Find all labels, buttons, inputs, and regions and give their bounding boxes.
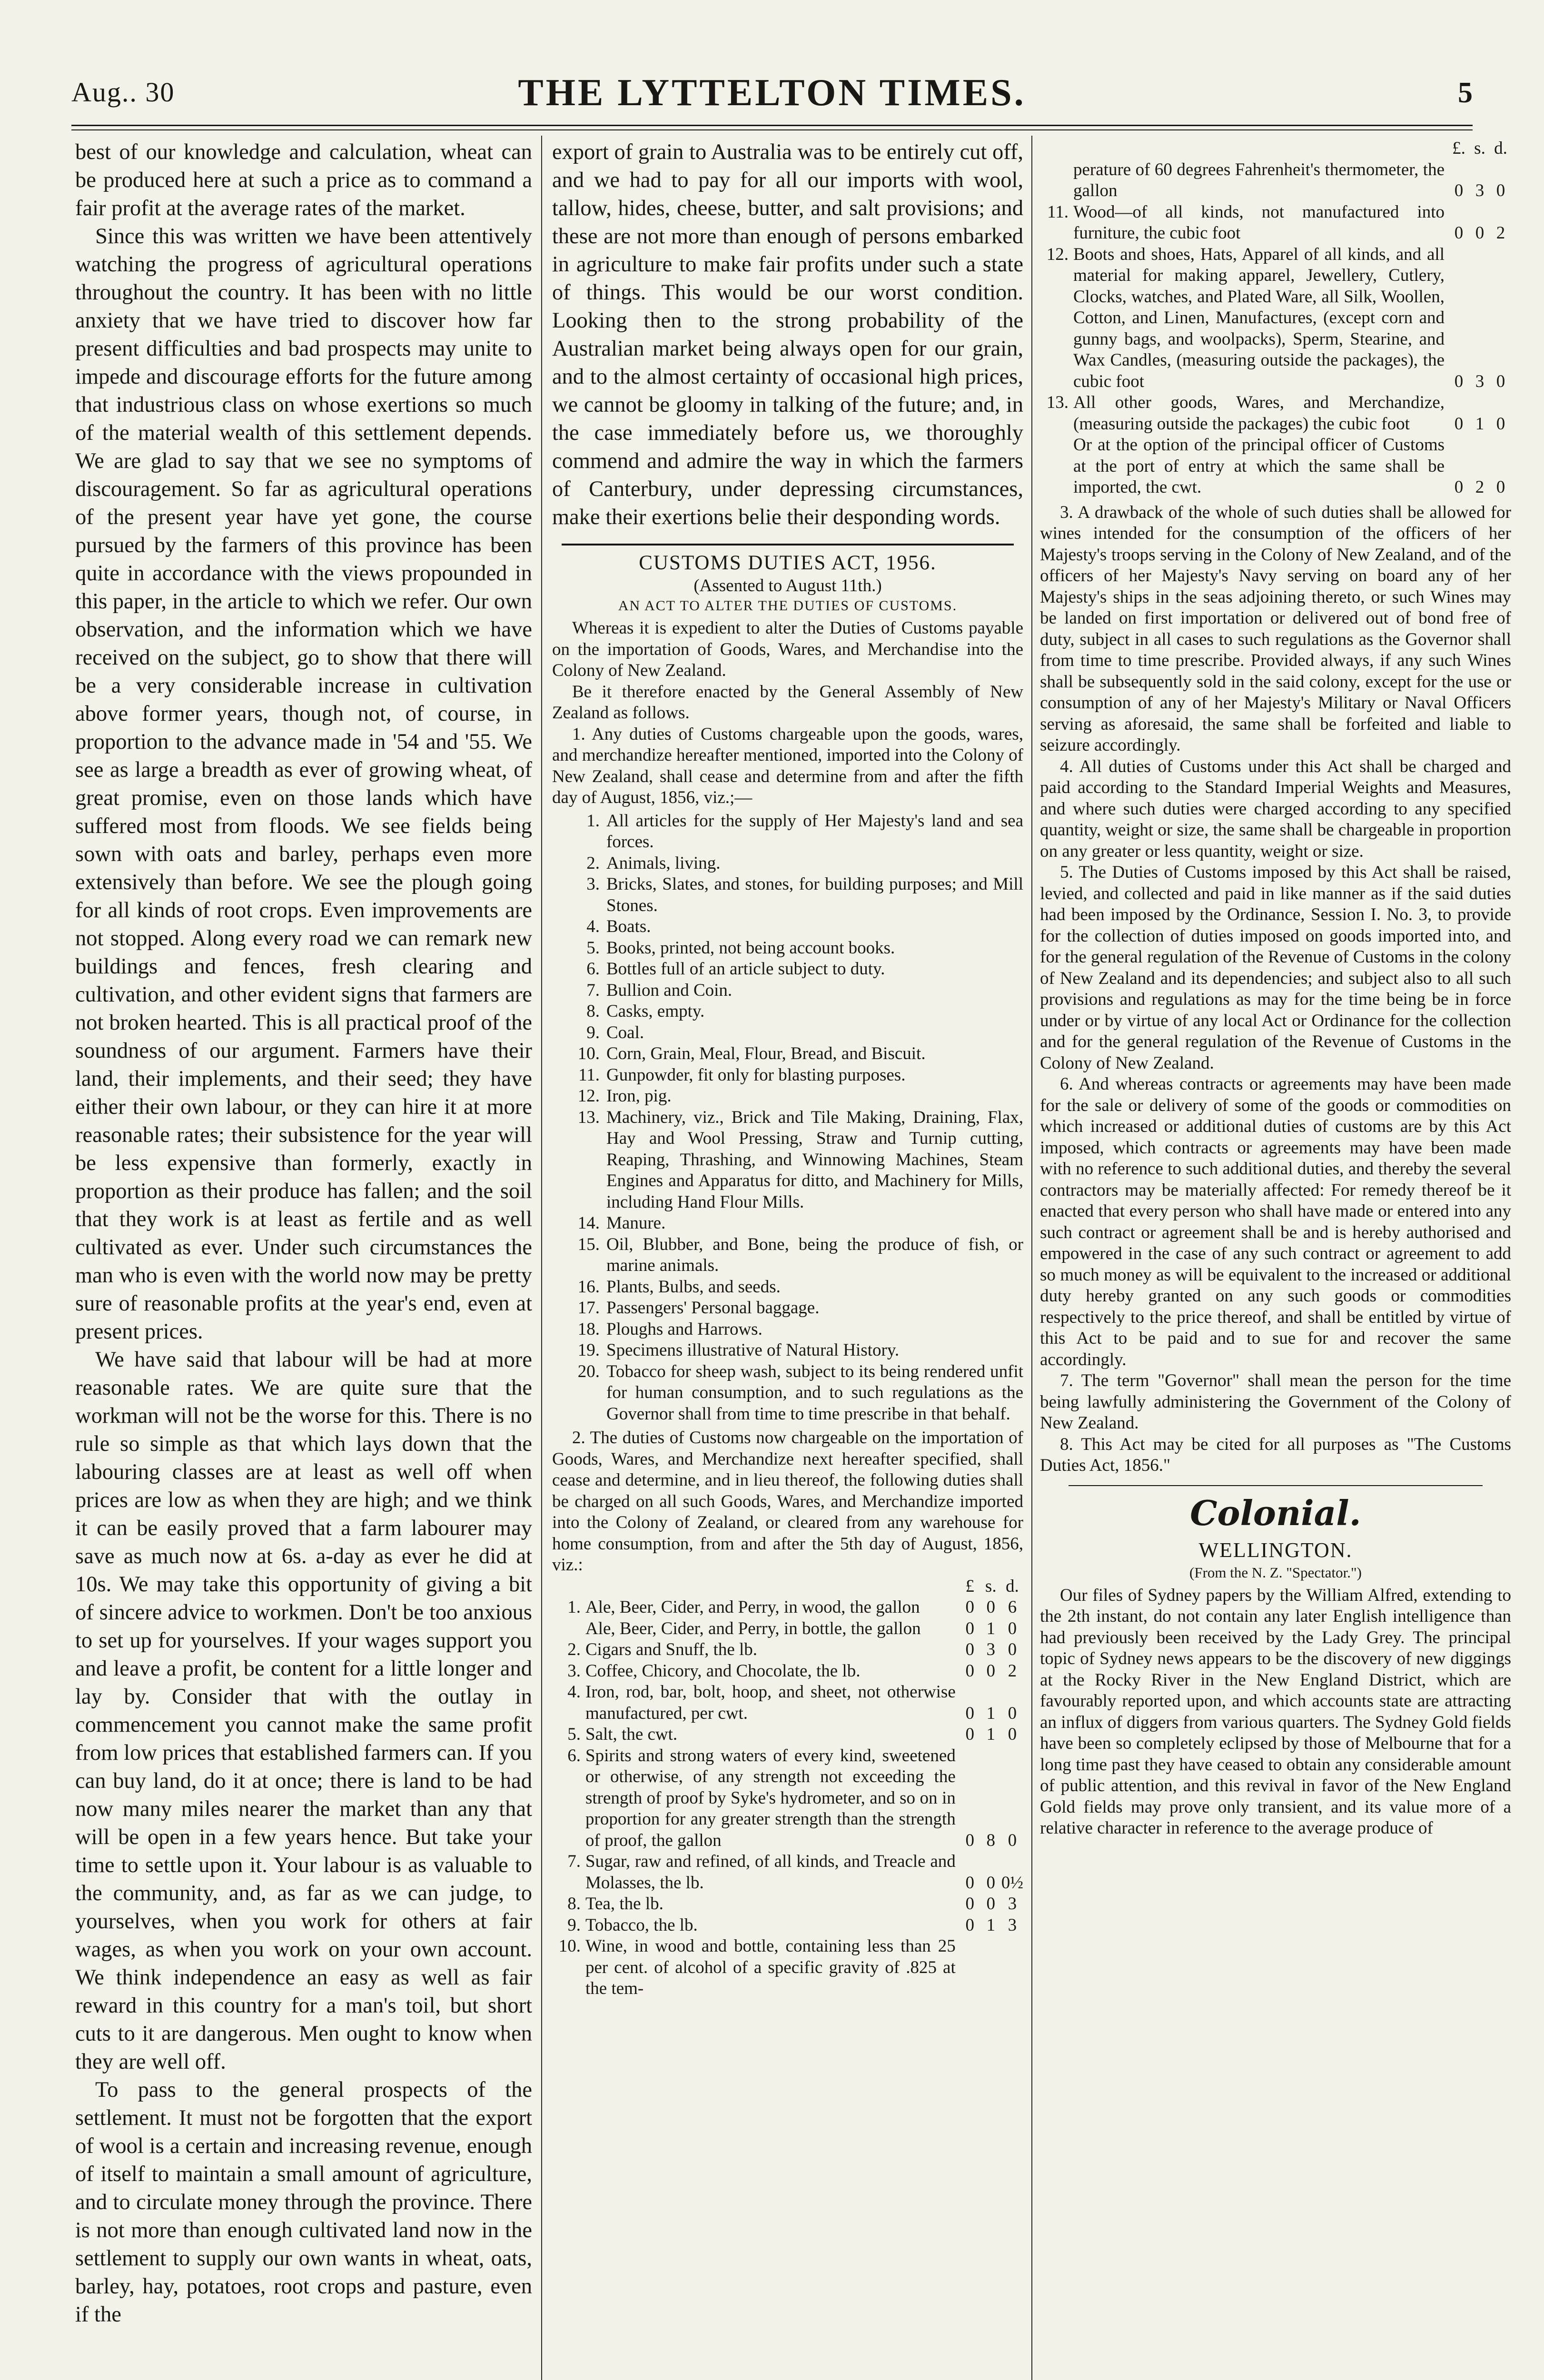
masthead-rule xyxy=(71,125,1473,130)
duty-free-item xyxy=(552,1213,1023,1234)
duty-pounds: 0 xyxy=(965,1830,974,1850)
item-number: 16. xyxy=(577,1277,600,1297)
duty-shillings: 1 xyxy=(986,1725,995,1744)
duty-row xyxy=(1040,392,1511,435)
act-section-1: 1. Any duties of Customs chargeable upon the goods, wares, and merchandize hereafter mentioned, imported into the Colony of New Zealand, shall cease and determine from and after the fifth day of August, 1856, viz.;— xyxy=(552,724,1023,807)
duty-description: Ale, Beer, Cider, and Perry, in bottle, the gallon xyxy=(585,1618,921,1638)
duty-free-item xyxy=(552,1361,1023,1425)
item-text: Oil, Blubber, and Bone, being the produce of fish, or marine animals. xyxy=(606,1234,1023,1275)
duty-description: Tea, the lb. xyxy=(585,1894,663,1914)
item-text: Manure. xyxy=(606,1213,666,1233)
duty-pence: 0 xyxy=(1008,1830,1017,1850)
duty-pence: 3 xyxy=(1008,1915,1017,1935)
duty-free-item xyxy=(552,1022,1023,1044)
duty-free-item xyxy=(552,853,1023,874)
duty-row xyxy=(1040,202,1511,244)
article-paragraph: best of our knowledge and calculation, wheat can be produced here at such a price as to command a fair profit at the average rates of the market. xyxy=(75,140,532,220)
item-text: Specimens illustrative of Natural History. xyxy=(606,1340,900,1360)
money-header-row xyxy=(552,1576,1023,1597)
column-1 xyxy=(75,138,532,2380)
item-text: Plants, Bulbs, and seeds. xyxy=(606,1277,781,1297)
duty-number xyxy=(552,1618,585,1640)
duty-free-item xyxy=(552,916,1023,938)
money-header-row xyxy=(1040,138,1511,159)
duty-free-item xyxy=(552,811,1023,853)
item-number: 12. xyxy=(577,1086,600,1106)
newspaper-title: THE LYTTELTON TIMES. xyxy=(518,72,1026,114)
item-number: 3. xyxy=(586,874,600,894)
duty-number xyxy=(1040,159,1073,202)
pounds-header: £ xyxy=(965,1576,974,1596)
act-preamble: Whereas it is expedient to alter the Duties of Customs payable on the importation of Goods, Wares, and Merchandise into the Colony of New Zealand. xyxy=(552,618,1023,680)
duty-pence: 0 xyxy=(1008,1703,1017,1723)
item-text: Bullion and Coin. xyxy=(606,980,732,1000)
duty-description: Wood—of all kinds, not manufactured into furniture, the cubic foot xyxy=(1073,202,1445,243)
item-text: Machinery, viz., Brick and Tile Making, Draining, Flax, Hay and Wool Pressing, Straw and Turnip cutting, Reaping, Thrashing, and Winnowing Machines, Steam Engines and Apparatus for ditto, and Machinery for Mills, including Hand Flour Mills. xyxy=(606,1107,1023,1212)
duty-free-item xyxy=(552,1065,1023,1086)
duty-pence: 0 xyxy=(1496,414,1505,434)
duty-pence: 6 xyxy=(1008,1597,1017,1617)
duty-number: 7. xyxy=(567,1852,581,1871)
item-number: 9. xyxy=(586,1022,600,1042)
duty-pence: 0 xyxy=(1496,477,1505,497)
item-text: Ploughs and Harrows. xyxy=(606,1319,762,1339)
duty-description: Spirits and strong waters of every kind, sweetened or otherwise, of any strength not exceeding the strength of proof by Syke's hydrometer, and so on in proportion for any greater strength than the strength of proof, the gallon xyxy=(585,1745,956,1850)
item-text: Iron, pig. xyxy=(606,1086,672,1106)
duty-description: Tobacco, the lb. xyxy=(585,1915,698,1935)
act-section-5: 5. The Duties of Customs imposed by this Act shall be raised, levied, and collected and paid in like manner as if the said duties had been imposed by the Ordinance, Session I. No. 3, to provide for the collection of duties imposed on goods imported into, and for the general regulation of the Revenue of Customs in the colony of New Zealand and its dependencies; and subject also to all such provisions and regulations as may for the time being be in force under or by virtue of any local Act or Ordinance for the collection and for the general regulation of the Revenue of Customs in the Colony of New Zealand. xyxy=(1040,863,1511,1073)
duty-row xyxy=(552,1915,1023,1936)
column-divider xyxy=(1031,136,1032,2380)
news-source: (From the N. Z. "Spectator.") xyxy=(1189,1564,1362,1581)
duty-description: Ale, Beer, Cider, and Perry, in wood, the gallon xyxy=(585,1597,920,1617)
page-number: 5 xyxy=(1458,77,1473,109)
duty-table-continued xyxy=(1040,138,1511,498)
duty-description: All other goods, Wares, and Merchandize, (measuring outside the packages) the cubic foot xyxy=(1073,393,1445,434)
item-number: 18. xyxy=(577,1319,600,1339)
duty-description: Iron, rod, bar, bolt, hoop, and sheet, not otherwise manufactured, per cwt. xyxy=(585,1682,956,1723)
duty-row xyxy=(552,1682,1023,1724)
article-paragraph: We have said that labour will be had at more reasonable rates. We are quite sure that the workman will not be the worse for this. There is no rule so simple as that which lays down that the labouring classes are at least as well off when prices are low as when they are high; and we think it can be easily proved that a farm labourer may save as much now at 6s. a-day as ever he did at 10s. We may take this opportunity of giving a bit of sincere advice to workmen. Don't be too anxious to set up for yourselves. If your wages support you and leave a profit, be content for a little longer and lay by. Consider that with the outlay in commencement you cannot make the same profit from low prices that established farmers can. If you can buy land, do it at once; there is land to be had now many miles nearer the market than any that will be open in a few years hence. But take your time to settle upon it. Your labour is as valuable to the community, and, as far as we can judge, to yourselves, when you work for others at fair wages, as when you work on your own account. We think independence an easy as well as fair reward in this country for a man's toil, but short cuts to it are dangerous. Men ought to know when they are well off. xyxy=(75,1348,532,2074)
item-text: Passengers' Personal baggage. xyxy=(606,1298,820,1318)
duty-shillings: 8 xyxy=(986,1830,995,1850)
duty-row xyxy=(552,1936,1023,2000)
duty-pence: 0 xyxy=(1008,1725,1017,1744)
duty-shillings: 0 xyxy=(986,1661,995,1681)
duty-pence: 0 xyxy=(1008,1640,1017,1659)
duty-free-item xyxy=(552,874,1023,916)
duty-row xyxy=(1040,435,1511,498)
duty-shillings: 3 xyxy=(1475,181,1485,200)
duty-number: 8. xyxy=(567,1894,581,1914)
duty-free-item xyxy=(552,1086,1023,1107)
column-divider xyxy=(541,136,542,2380)
item-number: 7. xyxy=(586,980,600,1000)
duty-shillings: 1 xyxy=(986,1618,995,1638)
duty-free-item xyxy=(552,1319,1023,1340)
act-enactment: Be it therefore enacted by the General Assembly of New Zealand as follows. xyxy=(552,682,1023,723)
wellington-paragraph: Our files of Sydney papers by the William Alfred, extending to the 2th instant, do not contain any later English intelligence than had previously been received by the Lady Grey. The principal topic of Sydney news appears to be the discovery of new diggings at the Rocky River in the New England District, which are favourably reported upon, and which accounts state are attracting an influx of diggers from various quarters. The Sydney Gold fields have been so completely eclipsed by those of Melbourne that for a long time past they have ceased to obtain any considerable amount of public attention, and this revival in favor of the New England Gold fields may prove only transient, and its value more of a relative character in reference to the average produce of xyxy=(1040,1585,1511,1838)
duty-shillings: 1 xyxy=(986,1703,995,1723)
pence-header: d. xyxy=(1494,139,1507,158)
item-number: 8. xyxy=(586,1002,600,1021)
duty-pence: 3 xyxy=(1008,1894,1017,1914)
duty-description: Coffee, Chicory, and Chocolate, the lb. xyxy=(585,1661,861,1681)
duty-row xyxy=(552,1724,1023,1745)
duty-free-item xyxy=(552,1107,1023,1213)
duty-number: 1. xyxy=(567,1597,581,1617)
duty-pounds: 0 xyxy=(1454,477,1464,497)
issue-date: Aug.. 30 xyxy=(71,77,175,108)
duty-pounds: 0 xyxy=(965,1725,974,1744)
duty-free-item xyxy=(552,1340,1023,1361)
item-text: Bricks, Slates, and stones, for building purposes; and Mill Stones. xyxy=(606,874,1023,915)
section-rule xyxy=(562,544,1014,545)
duty-free-item xyxy=(552,1001,1023,1022)
shillings-header: s. xyxy=(1474,139,1485,158)
duty-number: 2. xyxy=(567,1640,581,1659)
item-number: 6. xyxy=(586,959,600,979)
duty-pounds: 0 xyxy=(1454,371,1464,391)
item-text: Boats. xyxy=(606,917,651,936)
duty-shillings: 0 xyxy=(986,1873,995,1893)
item-number: 4. xyxy=(586,917,600,936)
column-2 xyxy=(552,138,1023,2380)
item-number: 17. xyxy=(577,1298,600,1318)
duty-row xyxy=(552,1851,1023,1894)
duty-table xyxy=(552,1576,1023,2000)
item-number: 5. xyxy=(586,938,600,958)
duty-free-item xyxy=(552,959,1023,980)
act-section-4: 4. All duties of Customs under this Act shall be charged and paid according to the Standard Imperial Weights and Measures, and where such duties were charged according to any specified quantity, weight or size, the same shall be chargeable in proportion on any greater or less quantity, weight or size. xyxy=(1040,756,1511,861)
item-text: Books, printed, not being account books. xyxy=(606,938,895,958)
duty-free-item xyxy=(552,938,1023,959)
duty-pence: 2 xyxy=(1008,1661,1017,1681)
duty-free-item xyxy=(552,1277,1023,1298)
act-title: CUSTOMS DUTIES ACT, 1956. xyxy=(639,552,937,574)
act-section-7: 7. The term "Governor" shall mean the person for the time being lawfully administering the Government of the Colony of New Zealand. xyxy=(1040,1371,1511,1433)
duty-row xyxy=(1040,244,1511,393)
act-assent: (Assented to August 11th.) xyxy=(693,576,882,595)
item-text: Bottles full of an article subject to duty. xyxy=(606,959,885,979)
duty-description: Boots and shoes, Hats, Apparel of all kinds, and all material for making apparel, Jewellery, Cutlery, Clocks, watches, and Plated Ware, all Silk, Woollen, Cotton, and Linen, Manufactures, (except corn and gunny bags, and woolpacks), Sperm, Stearine, and Wax Candles, (measuring outside the packages), the cubic foot xyxy=(1073,244,1445,391)
duty-number: 5. xyxy=(567,1725,581,1744)
duty-free-item xyxy=(552,1298,1023,1319)
duty-pounds: 0 xyxy=(1454,414,1464,434)
duty-pence: 0½ xyxy=(1001,1873,1023,1893)
item-text: Tobacco for sheep wash, subject to its being rendered unfit for human consumption, and to such regulations as the Governor shall from time to time prescribe in that behalf. xyxy=(606,1361,1023,1424)
item-number: 15. xyxy=(577,1234,600,1254)
duty-shillings: 3 xyxy=(986,1640,995,1659)
item-text: Casks, empty. xyxy=(606,1002,705,1021)
act-section-8: 8. This Act may be cited for all purposes as "The Customs Duties Act, 1856." xyxy=(1040,1434,1511,1475)
duty-number: 10. xyxy=(558,1936,581,1956)
duty-row xyxy=(552,1618,1023,1640)
duty-shillings: 2 xyxy=(1475,477,1485,497)
act-section-2: 2. The duties of Customs now chargeable on the importation of Goods, Wares, and Merchandize next hereafter specified, shall cease and determine, and in lieu thereof, the following duties shall be charged on all such Goods, Wares, and Merchandize imported into the Colony of Zealand, or cleared from any warehouse for home consumption, from and after the 5th day of August, 1856, viz.: xyxy=(552,1428,1023,1575)
duty-number: 11. xyxy=(1047,202,1069,222)
duty-pounds: 0 xyxy=(965,1703,974,1723)
duty-description: Or at the option of the principal officer of Customs at the port of entry at which the same shall be imported, the cwt. xyxy=(1073,435,1445,497)
article-paragraph: To pass to the general prospects of the settlement. It must not be forgotten that the export of wool is a certain and increasing revenue, enough of itself to maintain a small amount of agriculture, and to circulate money through the province. There is not more than enough cultivated land now in the settlement to supply our own wants in wheat, oats, barley, hay, potatoes, root crops and pasture, even if the xyxy=(75,2078,532,2327)
duty-number xyxy=(1040,435,1073,498)
colonial-heading: Colonial. xyxy=(1190,1492,1361,1533)
duty-pounds: 0 xyxy=(965,1661,974,1681)
item-number: 2. xyxy=(586,853,600,873)
duty-number: 3. xyxy=(567,1661,581,1681)
duty-free-list xyxy=(552,811,1023,1425)
duty-row xyxy=(552,1597,1023,1618)
dateline-place: WELLINGTON. xyxy=(1198,1538,1353,1562)
duty-description: Salt, the cwt. xyxy=(585,1725,678,1744)
duty-number: 9. xyxy=(567,1915,581,1935)
duty-pence xyxy=(1001,1936,1023,2000)
duty-pounds: 0 xyxy=(965,1597,974,1617)
duty-pounds: 0 xyxy=(965,1915,974,1935)
column-3 xyxy=(1040,138,1511,2380)
duty-free-item xyxy=(552,1043,1023,1065)
article-paragraph: export of grain to Australia was to be entirely cut off, and we had to pay for all our imports with wool, tallow, hides, cheese, butter, and salt provisions; and these are not more than enough of persons embarked in agriculture to make fair profits under such a state of things. This would be our worst condition. Looking then to the strong probability of the Australian market being always open for our grain, and to the almost certainty of occasional high prices, we cannot be gloomy in talking of the future; and, in the case immediately before us, we thoroughly commend and admire the way in which the farmers of Canterbury, under depressing circumstances, make their exertions belie their desponding words. xyxy=(552,140,1023,529)
act-section-6: 6. And whereas contracts or agreements may have been made for the sale or delivery of some of the goods or commodities on which increased or additional duties of customs are by this Act imposed, which contracts or agreements may have been made with no reference to such additional duties, and thereby the several contractors may be materially affected: For remedy thereof be it enacted that every person who shall have made or entered into any such contract or agreement shall be and is hereby authorised and empowered in the case of any such contract or agreement to add so much money as will be equivalent to the increased or additional duty hereby granted on any such goods or commodities respectively to the price thereof, and shall be entitled by virtue of this Act to be paid and to sue for and recover the same accordingly. xyxy=(1040,1074,1511,1369)
section-rule xyxy=(1069,1485,1483,1486)
item-number: 14. xyxy=(577,1213,600,1233)
duty-pence: 0 xyxy=(1496,181,1505,200)
duty-number: 4. xyxy=(567,1682,581,1702)
shillings-header: s. xyxy=(985,1576,997,1596)
item-text: Corn, Grain, Meal, Flour, Bread, and Biscuit. xyxy=(606,1044,926,1063)
article-paragraph: Since this was written we have been attentively watching the progress of agricultural operations throughout the country. It has been with no little anxiety that we have tried to discover how far present difficulties and bad prospects may unite to impede and discourage efforts for the future among that industrious class on whose exertions so much of the material wealth of this settlement depends. We are glad to say that we see no symptoms of discouragement. So far as agricultural operations of the present year have yet gone, the course pursued by the farmers of this province has been quite in accordance with the views propounded in this paper, in the article to which we refer. Our own observation, and the information which we have received on the subject, go to show that there will be a very considerable increase in cultivation above former years, though not, of course, in proportion to the advance made in '54 and '55. We see as large a breadth as ever of growing wheat, of great promise, even on those lands which have suffered most from floods. We see fields being sown with oats and barley, perhaps even more extensively than before. We see the plough going for all kinds of root crops. Even improvements are not stopped. Along every road we can remark new buildings and fences, fresh clearing and cultivation, and other evident signs that farmers are not broken hearted. This is all practical proof of the soundness of our argument. Farmers have their land, their implements, and their seed; they have either their own labour, or they can hire it at more reasonable rates; their subsistence for the year will be less expensive than formerly, exactly in proportion as their produce has fallen; and the soil that they work is at least as fertile and as well cultivated as ever. Under such circumstances the man who is even with the world now may be pretty sure of reasonable profits at the year's end, even at present prices. xyxy=(75,224,532,1344)
pounds-header: £. xyxy=(1452,139,1465,158)
duty-number: 6. xyxy=(567,1745,581,1765)
duty-description: Wine, in wood and bottle, containing less than 25 per cent. of alcohol of a specific gravity of .825 at the tem- xyxy=(585,1936,956,1998)
duty-pounds: 0 xyxy=(965,1873,974,1893)
act-subtitle: AN ACT TO ALTER THE DUTIES OF CUSTOMS. xyxy=(618,598,958,614)
duty-pounds: 0 xyxy=(1454,181,1464,200)
duty-pence: 0 xyxy=(1008,1618,1017,1638)
item-text: Gunpowder, fit only for blasting purposes. xyxy=(606,1065,906,1085)
duty-shillings xyxy=(980,1936,1001,2000)
item-number: 11. xyxy=(578,1065,600,1085)
duty-shillings: 0 xyxy=(1475,223,1485,243)
duty-pounds: 0 xyxy=(965,1894,974,1914)
duty-row xyxy=(552,1661,1023,1682)
item-text: All articles for the supply of Her Majesty's land and sea forces. xyxy=(606,811,1023,852)
duty-free-item xyxy=(552,1234,1023,1277)
duty-pounds: 0 xyxy=(965,1618,974,1638)
item-number: 20. xyxy=(577,1361,600,1381)
duty-description: Sugar, raw and refined, of all kinds, and Treacle and Molasses, the lb. xyxy=(585,1852,956,1893)
duty-row xyxy=(552,1745,1023,1852)
item-number: 19. xyxy=(577,1340,600,1360)
duty-number: 12. xyxy=(1046,244,1069,264)
item-number: 10. xyxy=(577,1044,600,1063)
pence-header: d. xyxy=(1006,1576,1019,1596)
duty-pence: 0 xyxy=(1496,371,1505,391)
duty-row xyxy=(552,1894,1023,1915)
duty-free-item xyxy=(552,980,1023,1002)
item-text: Coal. xyxy=(606,1022,644,1042)
duty-shillings: 3 xyxy=(1475,371,1485,391)
duty-pounds xyxy=(960,1936,980,2000)
duty-pence: 2 xyxy=(1496,223,1505,243)
duty-pounds: 0 xyxy=(965,1640,974,1659)
duty-description: perature of 60 degrees Fahrenheit's thermometer, the gallon xyxy=(1073,159,1445,200)
item-number: 13. xyxy=(577,1107,600,1127)
act-section-3: 3. A drawback of the whole of such duties shall be allowed for wines intended for the consumption of the officers of her Majesty's troops serving in the Colony of New Zealand, and of the officers of her Majesty's Navy serving on board any of her Majesty's ships in the seas adjoining thereto, or such Wines may be landed on first importation or delivered out of bond free of duty, subject in all cases to such regulations as the Governor shall from time to time prescribe. Provided always, if any such Wines shall be subsequently sold in the said colony, except for the use or consumption of any of her Majesty's Military or Naval Officers serving as aforesaid, the same shall be forfeited and liable to seizure accordingly. xyxy=(1040,502,1511,755)
duty-number: 13. xyxy=(1046,393,1069,412)
duty-pounds: 0 xyxy=(1454,223,1464,243)
duty-shillings: 0 xyxy=(986,1597,995,1617)
duty-row xyxy=(552,1639,1023,1661)
duty-shillings: 0 xyxy=(986,1894,995,1914)
duty-shillings: 1 xyxy=(1475,414,1485,434)
masthead xyxy=(71,71,1473,119)
duty-description: Cigars and Snuff, the lb. xyxy=(585,1640,758,1659)
item-text: Animals, living. xyxy=(606,853,721,873)
item-number: 1. xyxy=(586,811,600,831)
duty-shillings: 1 xyxy=(986,1915,995,1935)
duty-row xyxy=(1040,159,1511,202)
